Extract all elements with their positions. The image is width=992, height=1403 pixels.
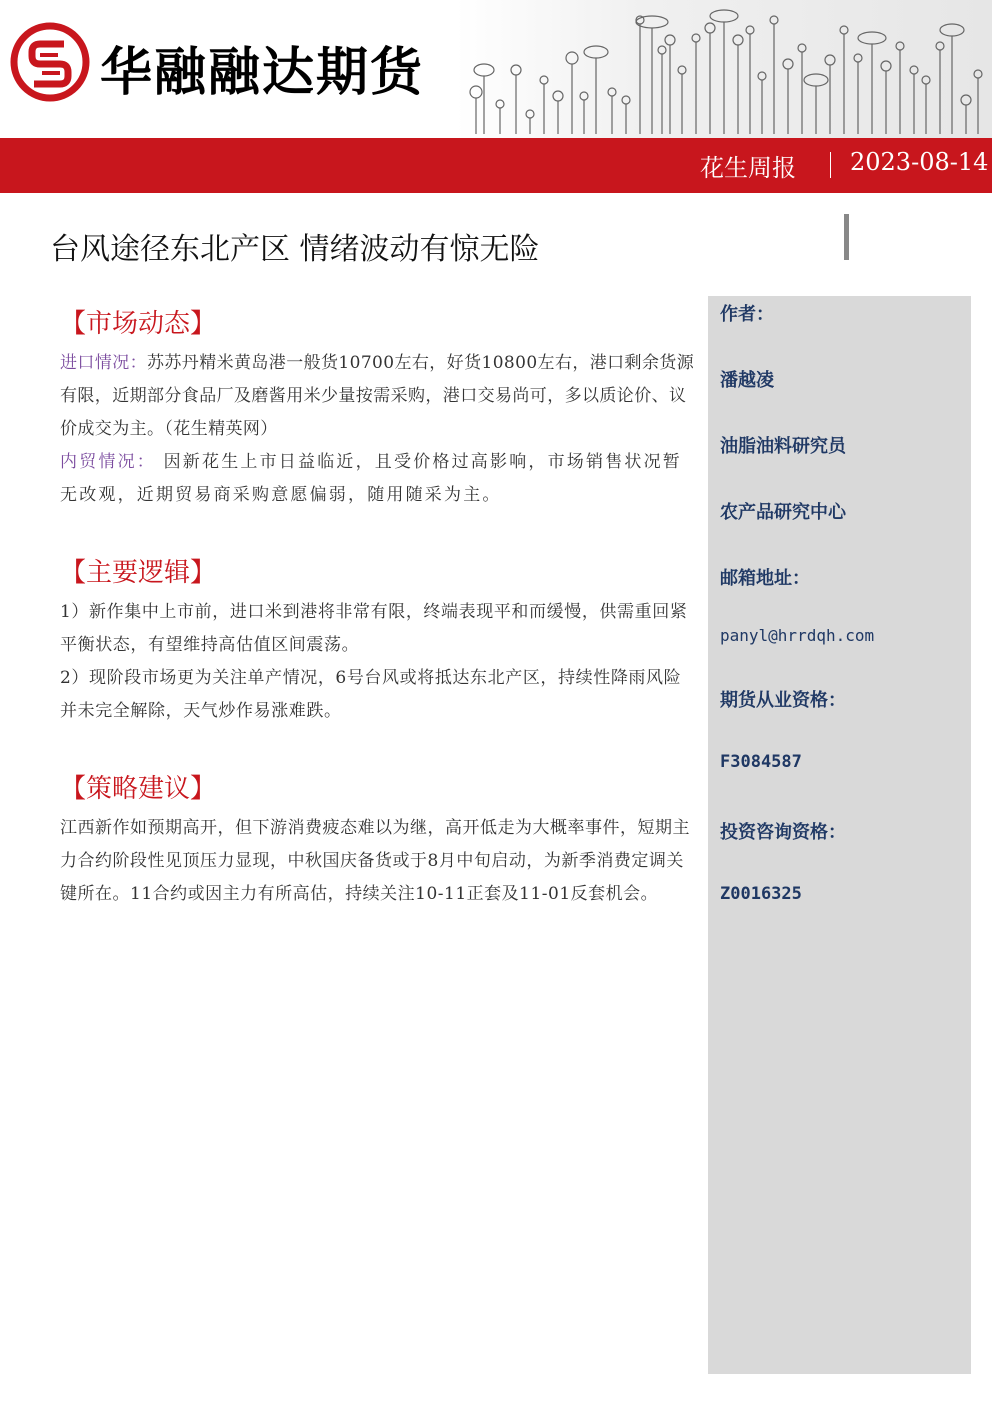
domestic-label: 内贸情况： <box>60 452 156 472</box>
author-sidebar <box>708 296 971 1374</box>
logic-point-2: 2）现阶段市场更为关注单产情况，6号台风或将抵达东北产区，持续性降雨风险并未完全解除，天气炒作易涨难跌。 <box>60 668 682 721</box>
paragraph-domestic <box>60 446 696 512</box>
section-heading-market: 【市场动态】 <box>60 309 217 339</box>
author-name: 潘越凌 <box>720 370 774 391</box>
futures-cert-label: 期货从业资格： <box>720 690 846 711</box>
futures-cert-number: F3084587 <box>720 752 802 772</box>
report-title: 台风途径东北产区 情绪波动有惊无险 <box>50 232 540 267</box>
title-marker <box>844 214 849 260</box>
report-date: 2023-08-14 <box>850 148 989 176</box>
author-position: 油脂油料研究员 <box>720 436 846 457</box>
strategy-text: 江西新作如预期高开，但下游消费疲态难以为继，高开低走为大概率事件，短期主力合约阶段性见顶压力显现，中秋国庆备货或于8月中旬启动，为新季消费定调关键所在。11合约或因主力有所高估，持续关注10-11正套及11-01反套机会。 <box>60 818 690 904</box>
import-text: 苏苏丹精米黄岛港一般货10700左右，好货10800左右，港口剩余货源有限，近期部分食品厂及磨酱用米少量按需采购，港口交易尚可，多以质论价、议价成交为主。（花生精英网） <box>60 353 695 439</box>
email-label: 邮箱地址： <box>720 568 810 589</box>
email-address[interactable]: panyl@hrrdqh.com <box>720 626 875 645</box>
report-type: 花生周报 <box>700 154 796 182</box>
consult-cert-label: 投资咨询资格： <box>720 822 846 843</box>
consult-cert-number: Z0016325 <box>720 884 802 904</box>
header-decoration <box>456 0 992 138</box>
paragraph-import <box>60 347 696 446</box>
company-logo-icon <box>10 22 90 102</box>
section-heading-logic: 【主要逻辑】 <box>60 558 217 588</box>
domestic-text: 因新花生上市日益临近，且受价格过高影响，市场销售状况暂无改观，近期贸易商采购意愿偏弱，随用随采为主。 <box>60 452 683 505</box>
author-department: 农产品研究中心 <box>720 502 846 523</box>
header-bar <box>0 138 992 193</box>
section-heading-strategy: 【策略建议】 <box>60 774 217 804</box>
author-label: 作者： <box>720 304 774 325</box>
logic-point-1: 1）新作集中上市前，进口米到港将非常有限，终端表现平和而缓慢，供需重回紧平衡状态，有望维持高估值区间震荡。 <box>60 602 688 655</box>
import-label: 进口情况： <box>60 353 147 373</box>
company-name: 华融融达期货 <box>100 43 425 103</box>
header-separator <box>830 152 831 178</box>
